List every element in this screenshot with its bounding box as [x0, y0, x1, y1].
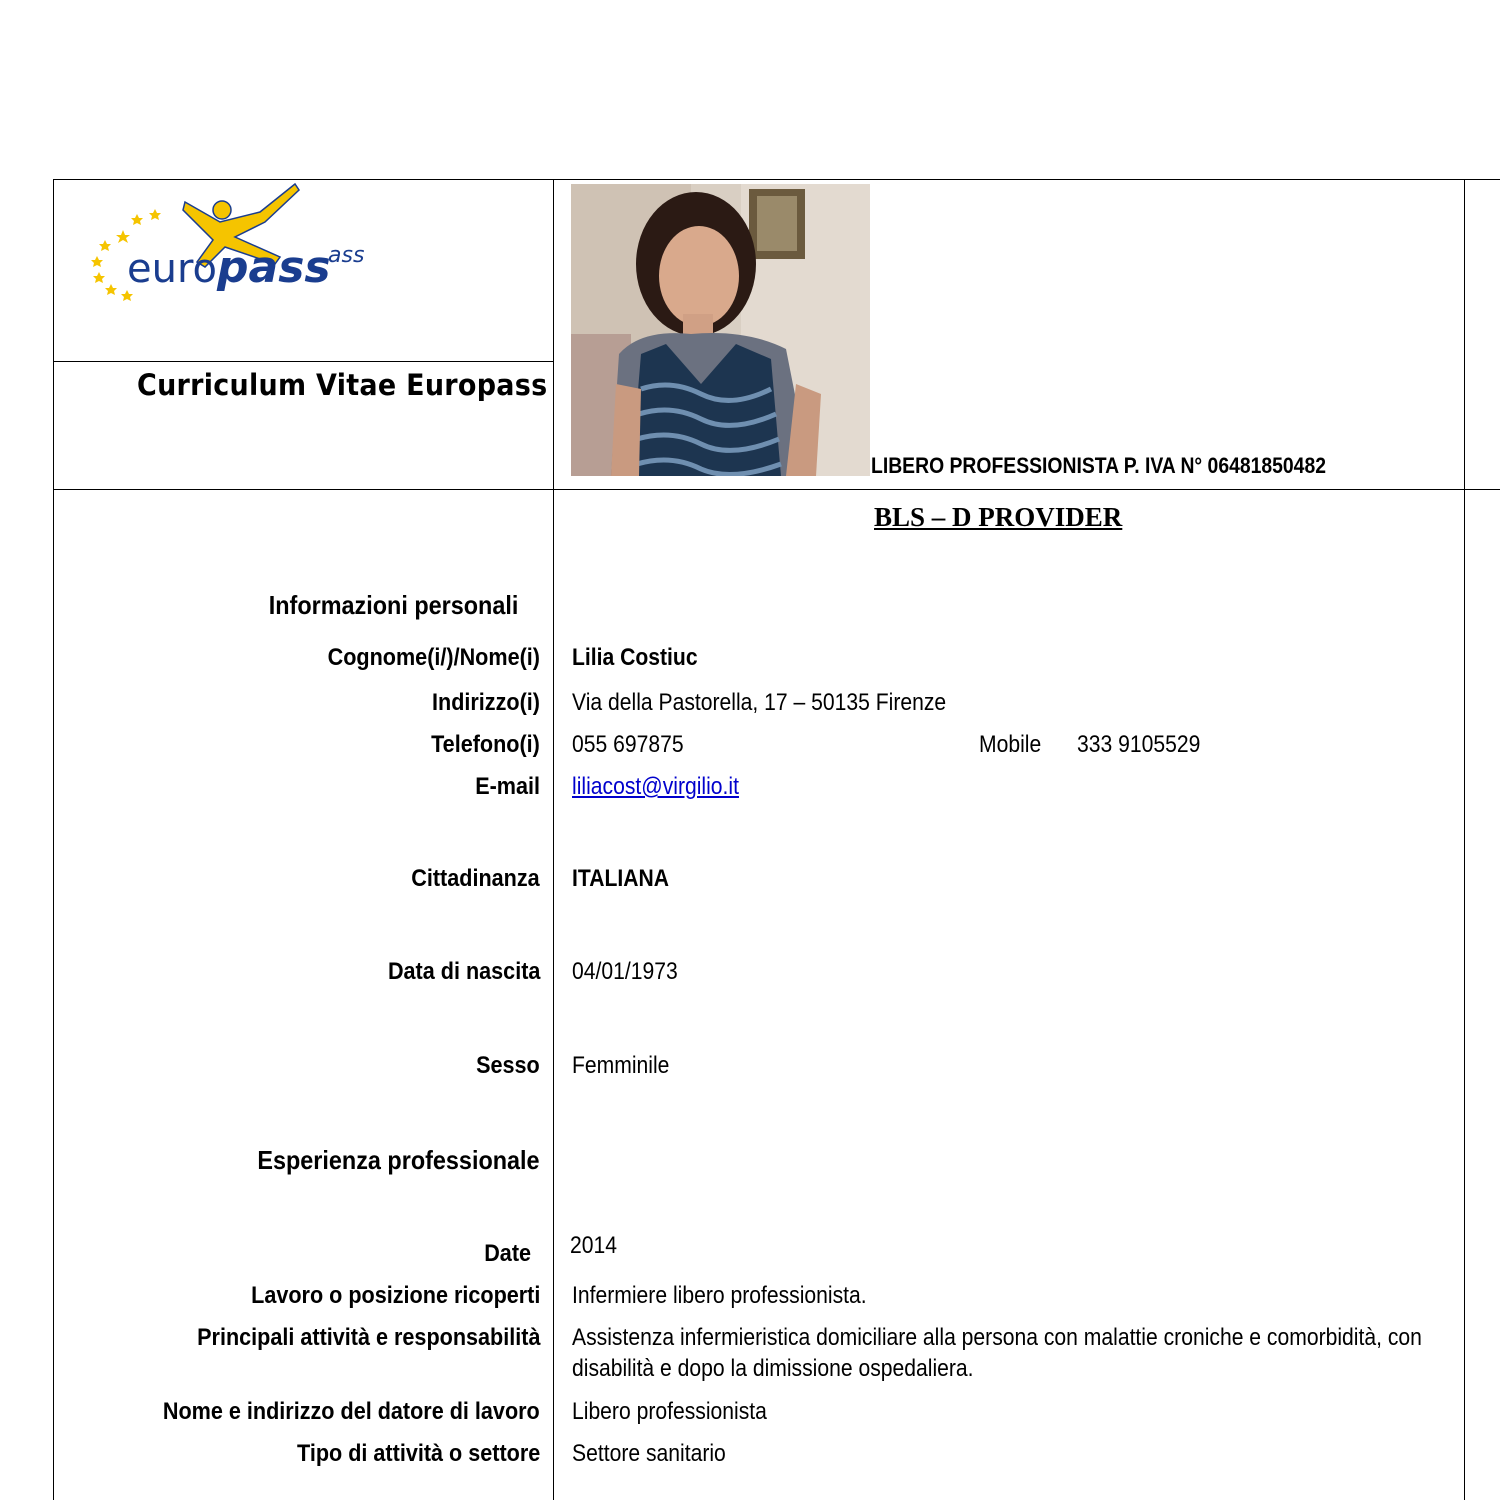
name-value: Lilia Costiuc	[572, 644, 698, 671]
date-label: Date	[484, 1240, 531, 1267]
header-row-bottom-border	[53, 489, 1500, 490]
birth-date-label: Data di nascita	[387, 958, 540, 985]
table-left-border	[53, 179, 54, 1500]
logo-cell-bottom-border	[53, 361, 553, 362]
sex-label: Sesso	[476, 1052, 540, 1079]
mobile-label: Mobile	[979, 731, 1042, 758]
email-link[interactable]: liliacost@virgilio.it	[572, 773, 739, 800]
date-value: 2014	[570, 1232, 617, 1259]
employer-label: Nome e indirizzo del datore di lavoro	[163, 1398, 540, 1425]
section-experience: Esperienza professionale	[257, 1145, 540, 1175]
phone-label: Telefono(i)	[431, 731, 540, 758]
position-value: Infermiere libero professionista.	[572, 1282, 867, 1309]
professional-note: LIBERO PROFESSIONISTA P. IVA N° 06481850482	[871, 453, 1327, 478]
mobile-value: 333 9105529	[1077, 731, 1201, 758]
activities-label: Principali attività e responsabilità	[196, 1324, 540, 1351]
activities-value: Assistenza infermieristica domiciliare alla persona con malattie croniche e comorbidità, con disabilità e dopo la dimissione ospedaliera.	[572, 1324, 1422, 1382]
citizenship-value: ITALIANA	[572, 865, 669, 892]
citizenship-label: Cittadinanza	[411, 865, 540, 892]
sector-value: Settore sanitario	[572, 1440, 726, 1467]
address-label: Indirizzo(i)	[432, 689, 540, 716]
section-personal-info: Informazioni personali	[268, 590, 518, 620]
sector-label: Tipo di attività o settore	[296, 1440, 540, 1467]
name-label: Cognome(i/)/Nome(i)	[327, 644, 540, 671]
birth-date-value: 04/01/1973	[572, 958, 678, 985]
column-divider	[553, 179, 554, 1500]
profile-photo	[571, 184, 870, 476]
email-label: E-mail	[475, 773, 540, 800]
logo-text-euro: euro	[127, 246, 217, 292]
employer-value: Libero professionista	[572, 1398, 767, 1425]
position-label: Lavoro o posizione ricoperti	[250, 1282, 540, 1309]
table-top-border	[53, 179, 1500, 180]
sex-value: Femminile	[572, 1052, 670, 1079]
cv-title: Curriculum Vitae Europass	[137, 368, 548, 402]
logo-text-ass: ass	[328, 243, 365, 268]
europass-logo	[85, 182, 445, 302]
certification-heading: BLS – D PROVIDER	[874, 502, 1123, 532]
phone-value: 055 697875	[572, 731, 684, 758]
table-right-border	[1464, 179, 1465, 1500]
address-value: Via della Pastorella, 17 – 50135 Firenze	[572, 689, 947, 716]
logo-text-pass: pass	[217, 242, 331, 293]
